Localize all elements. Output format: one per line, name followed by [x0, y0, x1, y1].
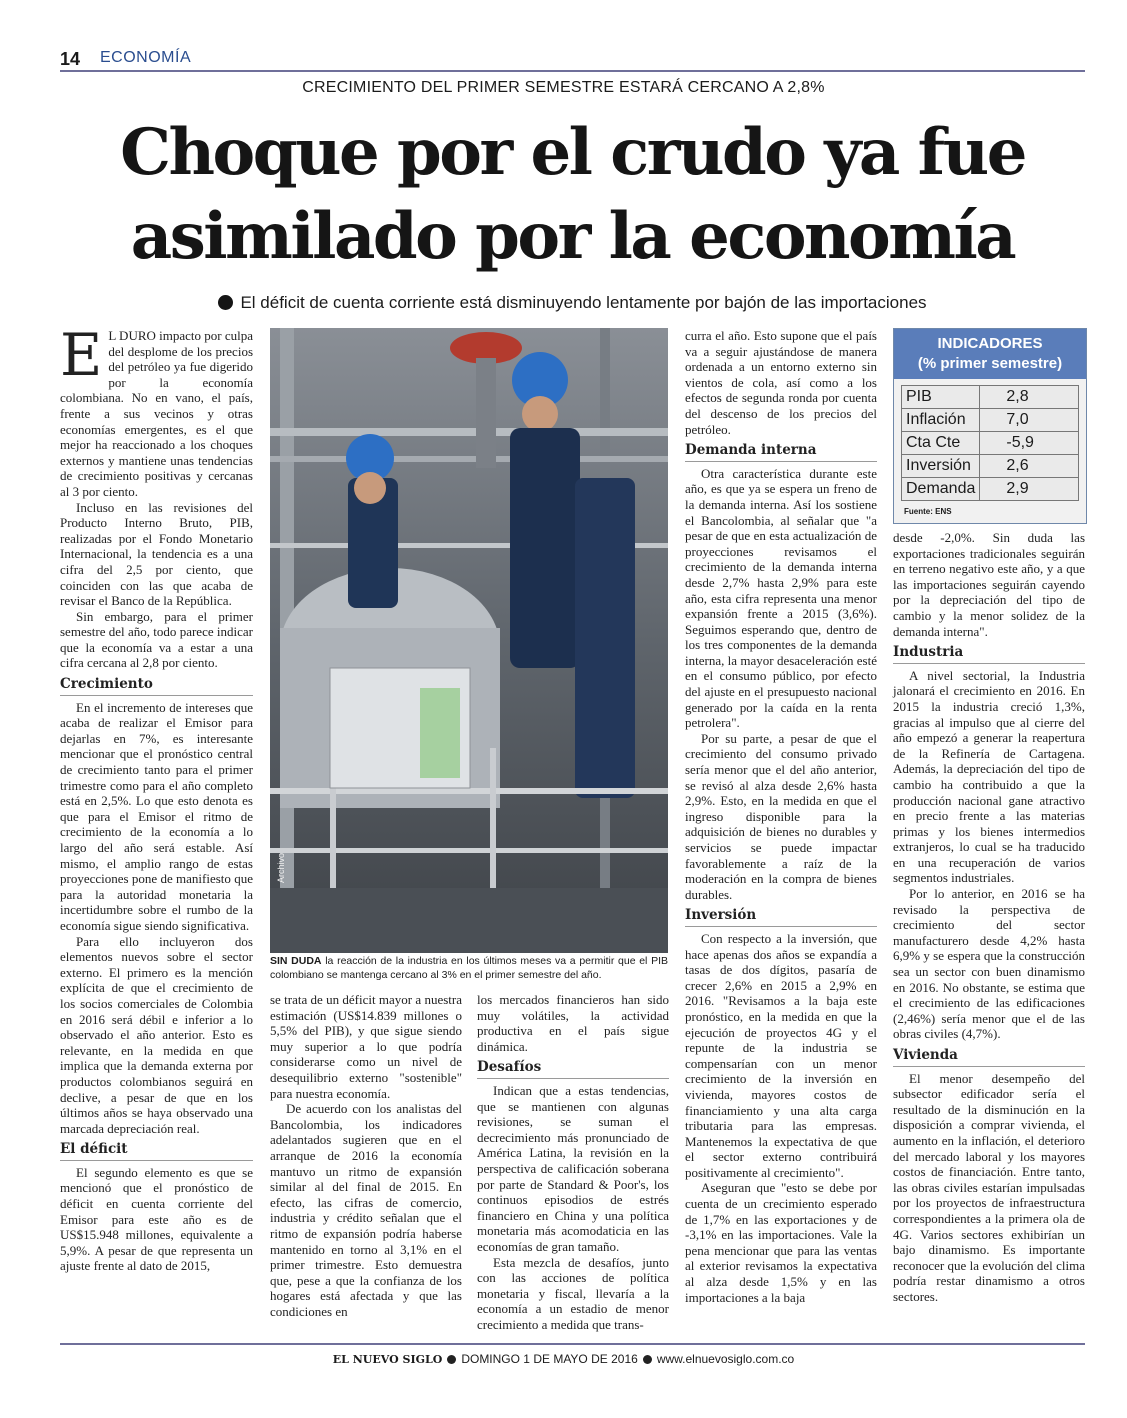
paragraph: Indican que a estas tendencias, que se mantienen con algunas revisiones, se suman el decrecimiento más pronunciado de América Latina, la revisión en la perspectiva de calificación soberana por parte de Standard & Poor's, los continuos episodios de estrés financiero en China y una política monetaria más acomodaticia en las economías de gran tamaño. [477, 1082, 669, 1254]
indicator-value: 2,8 [980, 386, 1079, 409]
paragraph: desde -2,0%. Sin duda las exportaciones tradicionales seguirán en terreno negativo este año, y a que las importaciones seguirán cayendo por la depreciación del tipo de cambio y la menor solidez de la demanda interna". [893, 530, 1085, 639]
subhead-text: El déficit de cuenta corriente está disminuyendo lentamente por bajón de las importaciones [240, 293, 927, 312]
footer [0, 1352, 1127, 1366]
header-rule [60, 70, 1085, 72]
footer-date: DOMINGO 1 DE MAYO DE 2016 [461, 1352, 638, 1366]
footer-rule [60, 1343, 1085, 1345]
column-1 [60, 321, 253, 1274]
subheading-vivienda: Vivienda [893, 1048, 1085, 1067]
subheading-crecimiento: Crecimiento [60, 677, 253, 696]
headline-line-1: Choque por el crudo ya fue [120, 115, 1025, 190]
paragraph: los mercados financieros han sido muy volátiles, la actividad productiva en el país sigue dinámica. [477, 992, 669, 1054]
table-row [902, 478, 1079, 501]
paragraph: Con respecto a la inversión, que hace apenas dos años se expandía a tasas de dos dígitos, pasaría de crecer 2,6% en 2015 a 2,9% en 2016. "Revisamos a la baja este pronóstico, en la medida en que la ejecución de proyectos 4G y el repunte de la industria se compensarían con un menor crecimiento de la inversión en vivienda, mayores costos de financiamiento y una alta carga tributaria para las empresas. Mantenemos la expectativa de que el sector externo contribuirá positivamente al crecimiento". [685, 930, 877, 1180]
paragraph: se trata de un déficit mayor a nuestra estimación (US$14.839 millones o 5,5% del PIB), y que sigue siendo muy superior a lo que podría considerarse como un nivel de desequilibrio externo "sostenible" para nuestra economía. [270, 992, 462, 1101]
indicator-value: 2,6 [980, 455, 1079, 478]
article-photo [270, 328, 668, 953]
paragraph: Otra característica durante este año, es que ya se espera un freno de la demanda interna. Así los sostiene el Bancolombia, al señalar que "a pesar de que en esta actualización de proyecciones revisamos el crecimiento de la demanda interna desde 2,7% hasta 2,9% para este año, esta cifra representa una menor expansión frente a 2015 (3,6%). Seguimos esperando que, dentro de los tres componentes de la demanda interna, la mayor desaceleración esté en el consumo público, por efecto del ajuste en el presupuesto nacional generado por la caída en la renta petrolera". [685, 465, 877, 731]
indicators-header [894, 329, 1086, 379]
indicator-value: 2,9 [980, 478, 1079, 501]
photo-credit: Archivo [276, 852, 286, 883]
paragraph: Por lo anterior, en 2016 se ha revisado la perspectiva de crecimiento del sector manufacturero desde 4,2% hasta 6,9% y se espera que la construcción sea un sector con buen dinamismo en 2016. No obstante, se estima que el crecimiento de las edificaciones (2,46%) sería menor que el de las obras civiles (4,7%). [893, 886, 1085, 1042]
bullet-icon [447, 1355, 456, 1364]
paragraph: En el incremento de intereses que acaba de realizar el Emisor para dejarlas en 7%, es interesante mencionar que el pronóstico central de crecimiento tanto para el primer trimestre como para el año completo está en 2,5%. Lo que esto denota es que para el Emisor el ritmo de crecimiento de la economía a lo largo del año será estable. Así mismo, el amplio rango de estas proyecciones pone de manifiesto que para la autoridad monetaria la incertidumbre sobre el rumbo de la economía sigue siendo significativa. [60, 699, 253, 933]
headline [60, 111, 1085, 279]
headline-line-2: asimilado por la economía [130, 199, 1015, 274]
indicator-value: 7,0 [980, 409, 1079, 432]
subheading-demanda-interna: Demanda interna [685, 443, 877, 462]
paragraph: Sin embargo, para el primer semestre del año, todo parece indicar que la economía va a estar a una cifra cercana al 2,8 por ciento. [60, 608, 253, 671]
paragraph: Aseguran que "esto se debe por cuenta de un crecimiento esperado de 1,7% en las exportaciones y de -3,1% en las importaciones. Vale la pena mencionar que para las ventas al exterior revisamos la expectativa al alza desde 1,5% y en las importaciones a la baja [685, 1180, 877, 1305]
bullet-icon [218, 295, 233, 310]
column-3 [477, 992, 669, 1332]
kicker: CRECIMIENTO DEL PRIMER SEMESTRE ESTARÁ CERCANO A 2,8% [302, 79, 825, 96]
table-row [902, 432, 1079, 455]
paragraph: A nivel sectorial, la Industria jalonará el crecimiento en 2016. En 2015 la industria creció 1,3%, gracias al impulso que al cierre del año empezó a generar la reapertura de la Refinería de Cartagena. Además, la depreciación del tipo de cambio ha contribuido a que la producción nacional gane atractivo en precio frente a las materias primas y los bienes intermedios extranjeros, lo cual se ha traducido en una recuperación de varios segmentos industriales. [893, 667, 1085, 886]
column-2 [270, 992, 462, 1319]
indicators-source: Fuente: ENS [904, 507, 952, 516]
indicator-label: Demanda [902, 478, 980, 501]
table-row [902, 386, 1079, 409]
subhead [60, 293, 1085, 313]
drop-cap: E [60, 321, 103, 389]
indicators-box [893, 328, 1087, 524]
lead-text: L DURO impacto por culpa del desplome de los precios del petróleo ya fue digerido por la economía colombiana. No en vano, el país, frente a sus vecinos y otras economías emergentes, es el que mejor ha reaccionado a los choques externos y mantiene unas tendencias de crecimiento positivas y cercanas al 3 por ciento. [60, 328, 253, 499]
indicators-title: INDICADORES [937, 335, 1043, 352]
subheading-deficit: El déficit [60, 1142, 253, 1161]
bullet-icon [643, 1355, 652, 1364]
caption-text: la reacción de la industria en los últimos meses va a permitir que el PIB colombiano se mantenga cercano al 3% en el primer semestre del año. [270, 955, 668, 981]
newspaper-name: EL NUEVO SIGLO [332, 1353, 443, 1366]
page-number: 14 [60, 49, 81, 69]
paragraph: De acuerdo con los analistas del Bancolombia, los indicadores adelantados sugieren que en el arranque de 2016 la economía mantuvo un ritmo de expansión similar al del final de 2015. En efecto, las cifras de comercio, industria y crédito señalan que el ritmo de expansión podría haberse mantenido en torno al 3,1% en el primer trimestre. Esto demuestra que, pese a que la confianza de los hogares está afectada y que las condiciones en [270, 1101, 462, 1319]
subheading-inversion: Inversión [685, 908, 877, 927]
indicator-label: PIB [902, 386, 980, 409]
paragraph: Para ello incluyeron dos elementos nuevos sobre el sector externo. El primero es la mención explícita de que el crecimiento de los socios comerciales de Colombia en 2016 será débil e inferior a lo observado el año anterior. Esto es relevante, en la medida en que implica que la demanda externa por productos colombianos seguirá en declive, a pesar de que en los últimos años se haya observado una marcada depreciación real. [60, 933, 253, 1136]
table-row [902, 455, 1079, 478]
indicator-label: Inversión [902, 455, 980, 478]
indicators-table [901, 385, 1079, 501]
indicator-label: Inflación [902, 409, 980, 432]
photo-caption [270, 955, 668, 982]
paragraph: Por su parte, a pesar de que el crecimiento del consumo privado sería menor que el del año anterior, se revisó al alza desde 2,6% hasta 2,9%. Esto, en la medida en que el ingreso disponible para la adquisición de bienes no durables y servicios se puede impactar favorablemente a raíz de la moderación en la compra de bienes durables. [685, 730, 877, 902]
subheading-industria: Industria [893, 645, 1085, 664]
indicator-label: Cta Cte [902, 432, 980, 455]
section-name: ECONOMÍA [100, 49, 192, 66]
footer-url: www.elnuevosiglo.com.co [656, 1352, 795, 1366]
industrial-workers-photo [270, 328, 668, 953]
indicator-value: -5,9 [980, 432, 1079, 455]
indicators-subtitle: (% primer semestre) [917, 355, 1063, 372]
caption-lead: SIN DUDA [270, 955, 322, 967]
table-row [902, 409, 1079, 432]
subheading-desafios: Desafíos [477, 1060, 669, 1079]
column-4 [685, 328, 877, 1305]
paragraph: curra el año. Esto supone que el país va a seguir ajustándose de manera ordenada a un entorno externo sin vientos de cola, así como a los efectos de segunda ronda por cuenta del descenso de los precios del petróleo. [685, 328, 877, 437]
paragraph: Esta mezcla de desafíos, junto con las acciones de política monetaria y fiscal, llevaría a la economía a un estadio de menor crecimiento a medida que trans- [477, 1254, 669, 1332]
paragraph: El segundo elemento es que se mencionó que el pronóstico de déficit en cuenta corriente del Emisor para este año es de US$15.948 millones, equivalente a 5,9%. A pesar de que representa un ajuste frente al dato de 2015, [60, 1164, 253, 1274]
paragraph: Incluso en las revisiones del Producto Interno Bruto, PIB, realizadas por el Fondo Monetario Internacional, la tendencia es a una cifra del 2,5 por ciento, que coinciden con las que acaba de revisar el Banco de la República. [60, 499, 253, 609]
lead-paragraph [60, 321, 253, 500]
paragraph: El menor desempeño del subsector edificador sería el resultado de la disminución en la disposición a comprar vivienda, el aumento en la inflación, el deterioro del mercado laboral y los mayores costos de financiación. Entre tanto, las obras civiles estarían impulsadas por los proyectos de infraestructura correspondientes a la primera ola de 4G. Varios sectores exhibirían un bajo dinamismo. Es importante reconocer que la evolución del clima podría restar dinamismo a otros sectores. [893, 1070, 1085, 1304]
column-5 [893, 530, 1085, 1305]
